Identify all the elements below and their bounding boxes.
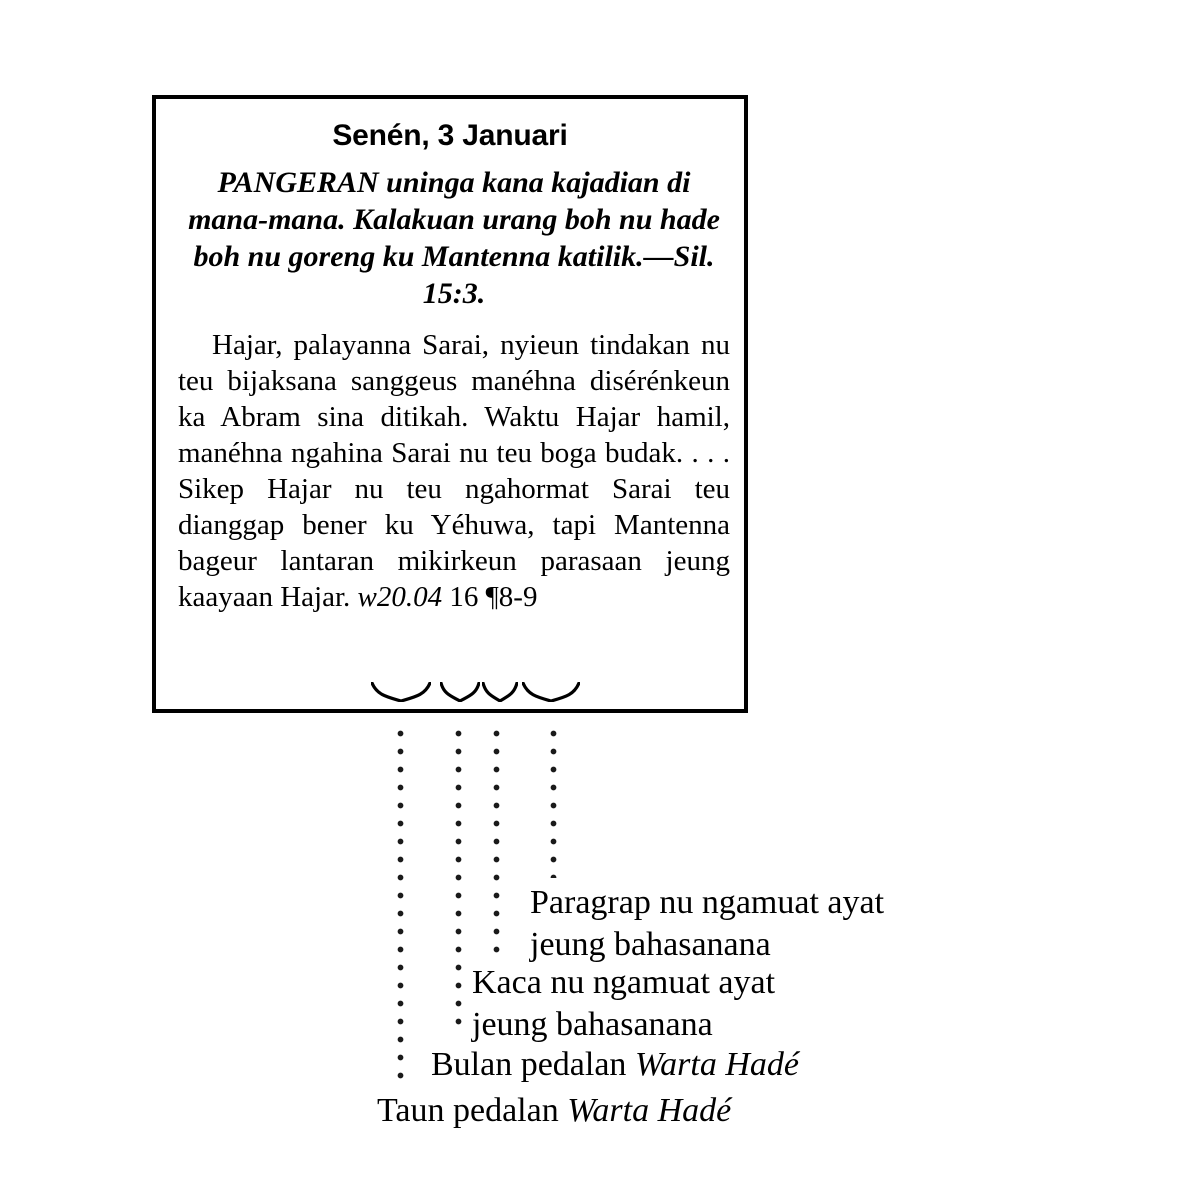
leader-line-page: [493, 730, 500, 954]
underbrace-publication-year: [371, 682, 431, 702]
card-body-paragraph: [178, 327, 730, 615]
leader-line-paragraph: [550, 730, 557, 878]
underbrace-paragraphs: [522, 682, 580, 702]
citation-publication: w20: [357, 581, 406, 613]
citation-page: 16: [449, 581, 479, 613]
card-scripture-text: PANGERAN uninga kana kajadian di mana-mana. Kalakuan urang boh nu hade boh nu goreng ku Mantenna katilik.—Sil. 15:3.: [188, 166, 720, 310]
callout-paragraph-line1: Paragrap nu ngamuat ayat: [530, 884, 885, 921]
underbrace-issue-month: [440, 682, 480, 702]
card-body-text: Hajar, palayanna Sarai, nyieun tindakan nu teu bijaksana sanggeus manéhna disérénkeun ka Abram sina ditikah. Waktu Hajar hamil, manéhna ngahina Sarai nu teu boga budak. . . . Sikep Hajar nu teu ngahormat Sarai teu dianggap bener ku Yéhuwa, tapi Mantenna bageur lantaran mikirkeun parasaan jeung kaayaan Hajar.: [178, 329, 730, 613]
underbrace-page: [482, 682, 518, 702]
daily-text-card: [152, 95, 748, 713]
callout-year-prefix: Taun pedalan: [377, 1092, 568, 1129]
callout-page: [472, 962, 775, 1046]
callout-page-line2: jeung bahasanana: [472, 1006, 713, 1043]
callout-year: [377, 1090, 731, 1132]
callout-paragraph: [530, 882, 884, 966]
callout-month-publication: Warta Hadé: [634, 1046, 799, 1083]
leader-line-month: [455, 730, 462, 1034]
callout-year-publication: Warta Hadé: [567, 1092, 732, 1129]
callout-month-prefix: Bulan pedalan: [431, 1046, 635, 1083]
card-date-heading: Senén, 3 Januari: [332, 119, 568, 152]
leader-line-year: [397, 730, 404, 1088]
callout-page-line1: Kaca nu ngamuat ayat: [472, 964, 776, 1001]
citation-paragraphs: ¶8-9: [485, 581, 538, 613]
callout-month: [431, 1044, 799, 1086]
callout-paragraph-line2: jeung bahasanana: [530, 926, 771, 963]
citation-issue: .04: [405, 581, 443, 613]
